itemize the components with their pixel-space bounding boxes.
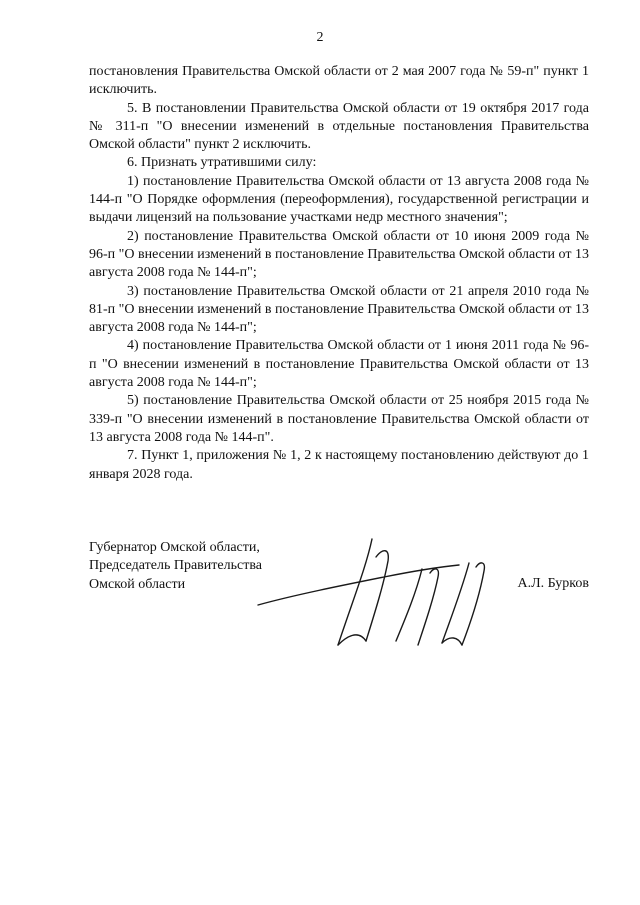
signer-title-line: Губернатор Омской области, — [89, 540, 260, 555]
paragraph-subitem-4: 4) постановление Правительства Омской области от 1 июня 2011 года № 96-п "О внесении изменений в постановление Правительства Омской области от 13 августа 2008 года № 144-п"; — [89, 338, 589, 391]
paragraph-item-7: 7. Пункт 1, приложения № 1, 2 к настоящему постановлению действуют до 1 января 2028 года. — [89, 448, 589, 482]
signer-title-line: Омской области — [89, 576, 186, 592]
paragraph-subitem-2: 2) постановление Правительства Омской области от 10 июня 2009 года № 96-п "О внесении изменений в постановление Правительства Омской области от 13 августа 2008 года № 144-п"; — [89, 228, 589, 281]
document-body — [89, 63, 589, 484]
signer-title-line: Председатель Правительства — [89, 558, 262, 574]
handwritten-signature — [254, 537, 514, 652]
signer-name: А.Л. Бурков — [517, 576, 589, 591]
paragraph-continuation: постановления Правительства Омской области от 2 мая 2007 года № 59-п" пункт 1 исключить. — [89, 64, 589, 98]
paragraph-subitem-3: 3) постановление Правительства Омской области от 21 апреля 2010 года № 81-п "О внесении изменений в постановление Правительства Омской области от 13 августа 2008 года № 144-п"; — [89, 283, 589, 336]
signer-title — [89, 539, 262, 594]
page-number: 2 — [316, 30, 324, 45]
paragraph-item-6: 6. Признать утратившими силу: — [127, 155, 317, 171]
paragraph-subitem-1: 1) постановление Правительства Омской области от 13 августа 2008 года № 144-п "О Порядке оформления (переоформления), государственной регистрации и выдачи лицензий на пользование участками недр местного значения"; — [89, 173, 589, 226]
paragraph-subitem-5: 5) постановление Правительства Омской области от 25 ноября 2015 года № 339-п "О внесении изменений в постановление Правительства Омской области от 13 августа 2008 года № 144-п". — [89, 393, 589, 445]
signature-block — [89, 539, 589, 649]
paragraph-item-5: 5. В постановлении Правительства Омской области от 19 октября 2017 года № 311-п "О внесении изменений в отдельные постановления Правительства Омской области" пункт 2 исключить. — [89, 100, 589, 153]
